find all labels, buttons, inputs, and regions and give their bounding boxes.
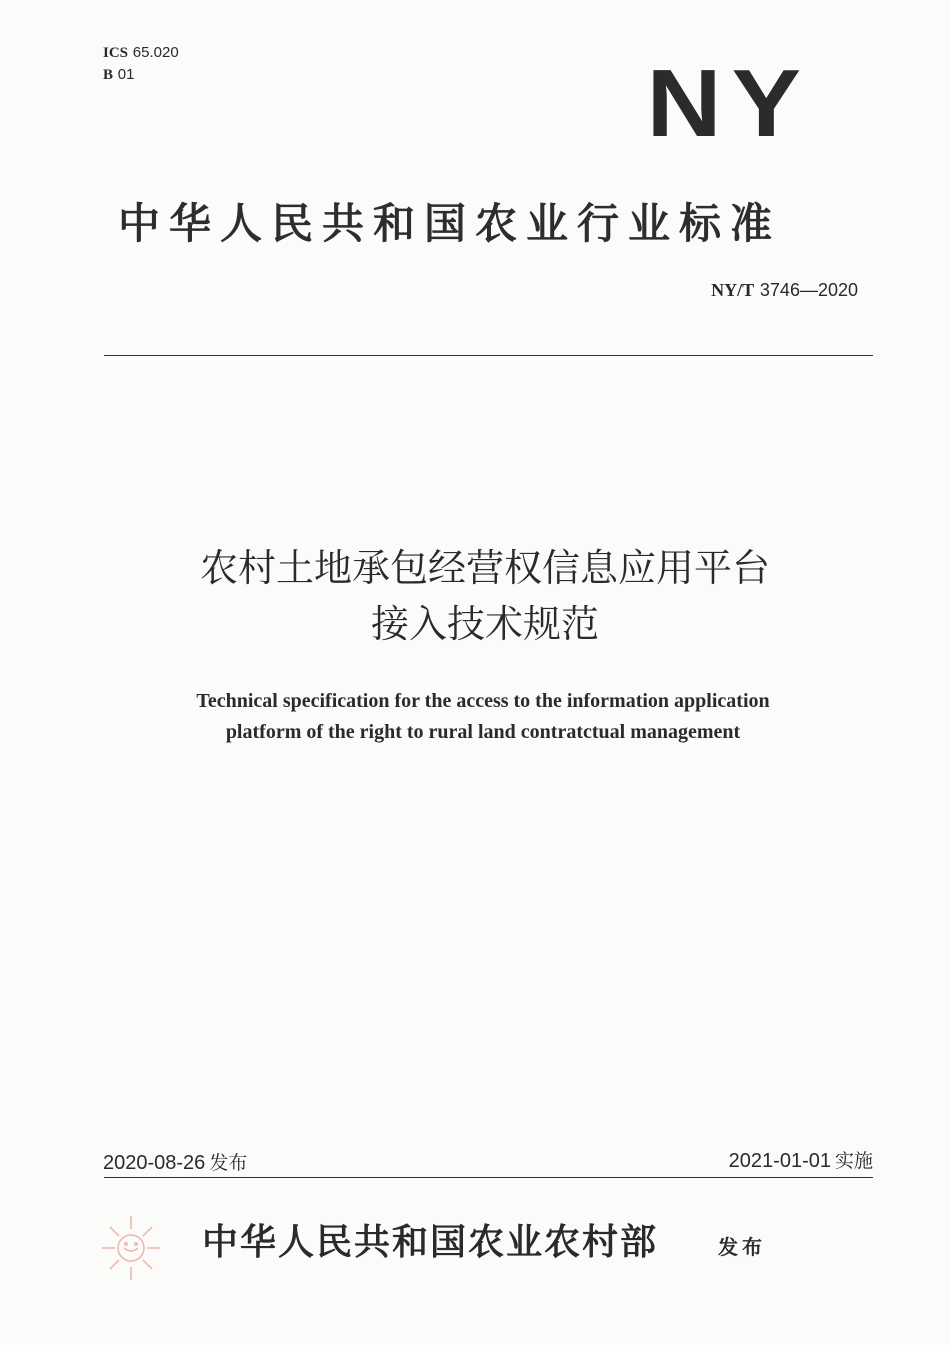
standard-category-title: 中华人民共和国农业行业标准 — [118, 199, 782, 248]
issue-date — [103, 1148, 247, 1177]
english-title — [0, 686, 950, 748]
top-divider — [104, 355, 873, 356]
class-code — [103, 64, 179, 86]
issuer-action: 发布 — [718, 1235, 766, 1259]
chinese-title — [0, 540, 950, 652]
ministry-emblem-icon — [98, 1210, 164, 1282]
implementation-date-value: 2021-01-01 — [728, 1150, 831, 1172]
implementation-date — [729, 1146, 873, 1175]
ics-code — [103, 42, 179, 64]
english-title-line2: platform of the right to rural land contratctual management — [225, 721, 741, 743]
standard-number-prefix: NY/T — [711, 280, 755, 300]
chinese-title-line1: 农村土地承包经营权信息应用平台 — [199, 546, 770, 590]
classification-codes — [103, 42, 179, 86]
implementation-date-label: 实施 — [834, 1150, 873, 1172]
ics-prefix: ICS — [103, 45, 129, 61]
class-prefix: B — [103, 67, 114, 83]
class-value: 01 — [117, 66, 135, 83]
chinese-title-line2: 接入技术规范 — [370, 602, 599, 646]
ny-logo: NY — [646, 50, 811, 158]
standard-number-value: 3746—2020 — [759, 280, 858, 300]
issuer-name: 中华人民共和国农业农村部 — [202, 1221, 659, 1263]
english-title-line1: Technical specification for the access to the information application — [196, 690, 770, 712]
issue-date-value: 2020-08-26 — [103, 1152, 206, 1174]
bottom-divider — [104, 1177, 873, 1178]
issue-date-label: 发布 — [209, 1152, 248, 1174]
standard-number — [711, 278, 858, 303]
ics-value: 65.020 — [132, 44, 179, 61]
